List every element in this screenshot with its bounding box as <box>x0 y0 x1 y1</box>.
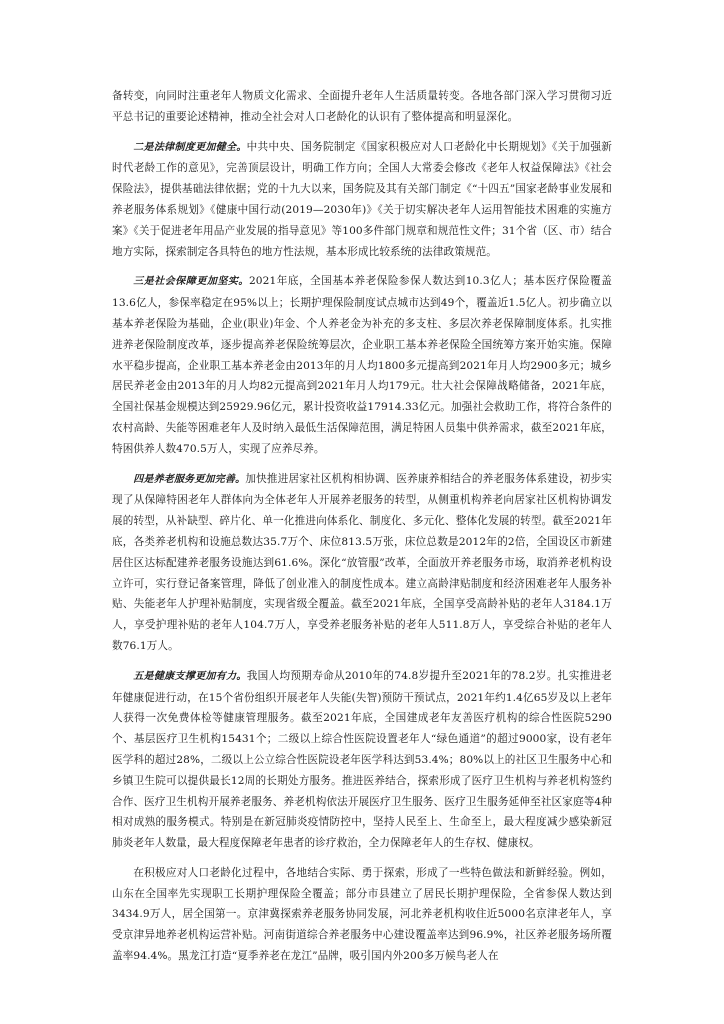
paragraph-text: 在积极应对人口老龄化过程中，各地结合实际、勇于探索，形成了一些特色做法和新鲜经验。例如，山东在全国率先实现职工长期护理保险全覆盖；部分市县建立了居民长期护理保险，全省参保人数达到3434.9万人，居全国第一。京津冀探索养老服务协同发展，河北养老机构收住近5000名京津老年人，享受京津异地养老机构运营补贴。河南街道综合养老服务中心建设覆盖率达到96.9%，社区养老服务场所覆盖率94.4%。黑龙江打造“夏季养老在龙江”品牌，吸引国内外200多万候鸟老人在 <box>112 866 612 963</box>
paragraph-lead: 三是社会保障更加坚实。 <box>133 276 249 288</box>
paragraph-intro <box>112 86 612 128</box>
paragraph-text: 中共中央、国务院制定《国家积极应对人口老龄化中长期规划》《关于加强新时代老龄工作的意见》，完善顶层设计，明确工作方向；全国人大常委会修改《老年人权益保障法》《社会保险法》，提供基础法律依据；党的十九大以来，国务院及其有关部门制定《“十四五”国家老龄事业发展和养老服务体系规划》《健康中国行动(2019—2030年)》《关于切实解决老年人运用智能技术困难的实施方案》《关于促进老年用品产业发展的指导意见》等100多件部门规章和规范性文件；31个省（区、市）结合地方实际，探索制定各具特色的地方性法规，基本形成比较系统的法律政策规范。 <box>112 140 612 258</box>
paragraph-social-security <box>112 271 612 459</box>
paragraph-text: 2021年底，全国基本养老保险参保人数达到10.3亿人；基本医疗保险覆盖13.6亿人，参保率稳定在95%以上；长期护理保险制度试点城市达到49个，覆盖近1.5亿人。初步确立以基本养老保险为基础，企业(职业)年金、个人养老金为补充的多支柱、多层次养老保障制度体系。扎实推进养老保险制度改革，逐步提高养老保险统筹层次，企业职工基本养老保险全国统筹方案开始实施。保障水平稳步提高，企业职工基本养老金由2013年的月人均1800多元提高到2021年月人均2900多元；城乡居民养老金由2013年的月人均82元提高到2021年月人均179元。壮大社会保障战略储备，2021年底，全国社保基金规模达到25929.96亿元，累计投资收益17914.33亿元。加强社会救助工作，将符合条件的农村高龄、失能等困难老年人及时纳入最低生活保障范围，满足特困人员集中供养需求，截至2021年底，特困供养人数470.5万人，实现了应养尽养。 <box>112 275 612 455</box>
paragraph-local-practice <box>112 863 612 967</box>
paragraph-law <box>112 137 612 263</box>
paragraph-text: 我国人均预期寿命从2010年的74.8岁提升至2021年的78.2岁。扎实推进老年健康促进行动，在15个省份组织开展老年人失能(失智)预防干预试点，2021年约1.4亿65岁及以上老年人获得一次免费体检等健康管理服务。截至2021年底，全国建成老年友善医疗机构的综合性医院5290个、基层医疗卫生机构15431个；二级以上综合性医院设置老年人“绿色通道”的超过9000家，设有老年医学科的超过28%，二级以上公立综合性医院设老年医学科达到53.4%；80%以上的社区卫生服务中心和乡镇卫生院可以提供最长12周的长期处方服务。推进医养结合，探索形成了医疗卫生机构与养老机构签约合作、医疗卫生机构开展养老服务、养老机构依法开展医疗卫生服务、医疗卫生服务延伸至社区家庭等4种相对成熟的服务模式。特别是在新冠肺炎疫情防控中，坚持人民至上、生命至上，最大程度减少感染新冠肺炎老年人数量，最大程度保障老年患者的诊疗救治，全力保障老年人的生存权、健康权。 <box>112 669 613 850</box>
paragraph-text: 加快推进居家社区机构相协调、医养康养相结合的养老服务体系建设，初步实现了从保障特困老年人群体向为全体老年人开展养老服务的转型，从侧重机构养老向居家社区机构协调发展的转型，从补缺型、碎片化、单一化推进向体系化、制度化、多元化、整体化发展的转型。截至2021年底，各类养老机构和设施总数达35.7万个、床位813.5万张，床位总数是2012年的2倍，全国设区市新建居住区达标配建养老服务设施达到61.6%。深化“放管服”改革，全面放开养老服务市场，取消养老机构设立许可，实行登记备案管理，降低了创业准入的制度性成本。建立高龄津贴制度和经济困难老年人服务补贴、失能老年人护理补贴制度，实现省级全覆盖。截至2021年底，全国享受高龄补贴的老年人3184.1万人，享受护理补贴的老年人104.7万人，享受养老服务补贴的老年人511.8万人，享受综合补贴的老年人数76.1万人。 <box>112 472 612 652</box>
paragraph-lead: 四是养老服务更加完善。 <box>133 473 246 485</box>
paragraph-lead: 五是健康支撑更加有力。 <box>133 670 247 682</box>
paragraph-health <box>112 666 612 854</box>
paragraph-lead: 二是法律制度更加健全。 <box>133 141 247 153</box>
paragraph-text: 备转变，向同时注重老年人物质文化需求、全面提升老年人生活质量转变。各地各部门深入学习贯彻习近平总书记的重要论述精神，推动全社会对人口老龄化的认识有了整体提高和明显深化。 <box>112 90 612 123</box>
paragraph-elderly-care <box>112 469 612 657</box>
